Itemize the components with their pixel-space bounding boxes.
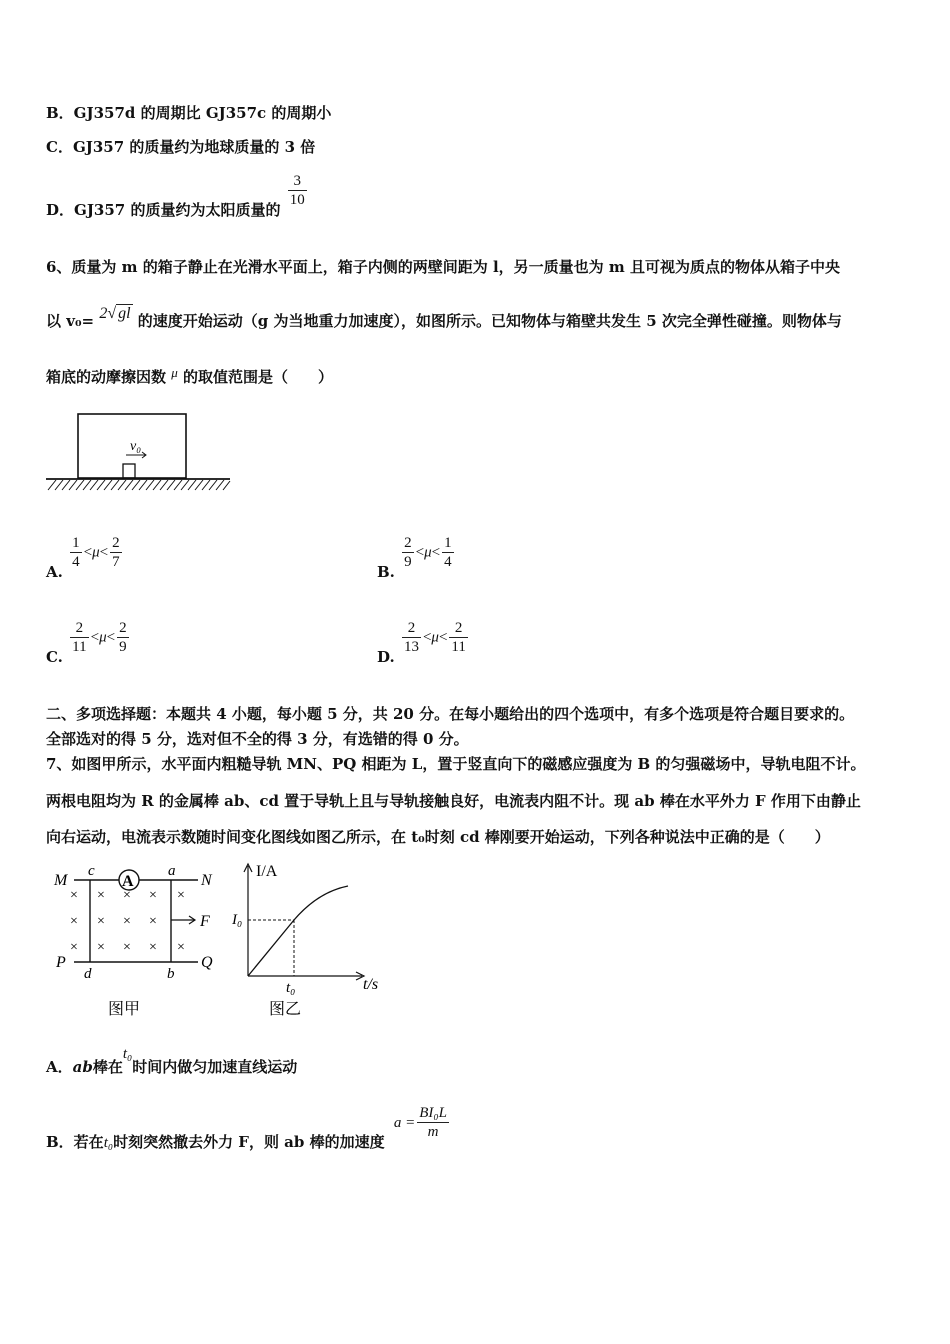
- q6-stem-line2: [46, 305, 842, 331]
- current-time-graph: [228, 858, 398, 1028]
- svg-text:×: ×: [149, 888, 157, 903]
- svg-text:×: ×: [97, 914, 105, 929]
- rail-circuit-figure: [50, 858, 230, 1028]
- q5-option-d: [46, 172, 309, 219]
- svg-text:b: b: [167, 966, 175, 982]
- figure-caption-yi: 图乙: [269, 1001, 302, 1018]
- svg-text:×: ×: [149, 940, 157, 955]
- svg-text:I/A: I/A: [256, 863, 278, 880]
- svg-text:×: ×: [70, 940, 78, 955]
- svg-text:t₀: t₀: [286, 980, 296, 996]
- svg-text:×: ×: [70, 888, 78, 903]
- section2-header-line2: 全部选对的得 5 分，选对但不全的得 3 分，有选错的得 0 分。: [46, 730, 469, 748]
- box-on-ground-figure: [44, 410, 234, 494]
- q7-option-a: A．ab棒在t₀时间内做匀加速直线运动: [46, 1046, 298, 1076]
- svg-text:P: P: [56, 954, 66, 971]
- mu-symbol: μ: [171, 365, 178, 380]
- svg-text:×: ×: [177, 940, 185, 955]
- q5-option-b: B．GJ357d 的周期比 GJ357c 的周期小: [46, 104, 332, 122]
- svg-text:Q: Q: [201, 954, 213, 971]
- svg-text:M: M: [54, 872, 68, 889]
- figure-caption-jia: 图甲: [108, 1001, 141, 1018]
- svg-text:I₀: I₀: [232, 912, 243, 928]
- svg-text:a: a: [168, 863, 176, 879]
- ground-hatching: [48, 480, 230, 490]
- q6-option-a: A. $\frac{1}{4}$ <μ< $\frac{2}{7}$: [46, 535, 120, 581]
- small-block: [123, 464, 135, 478]
- q5-option-d-text: D．GJ357 的质量约为太阳质量的: [46, 200, 281, 219]
- q6-v0-label: 以 v₀=: [46, 312, 95, 330]
- svg-text:t/s: t/s: [363, 976, 379, 993]
- svg-text:×: ×: [123, 888, 131, 903]
- q6-stem-line3: 箱底的动摩擦因数 μ 的取值范围是（ ）: [46, 365, 334, 386]
- svg-text:N: N: [201, 872, 212, 889]
- svg-text:×: ×: [70, 914, 78, 929]
- svg-text:×: ×: [97, 940, 105, 955]
- svg-text:d: d: [84, 966, 92, 982]
- q5-option-d-fraction: $\frac{3}{10}$: [289, 173, 305, 208]
- svg-text:F: F: [200, 913, 210, 930]
- svg-text:×: ×: [149, 914, 157, 929]
- magnetic-field-crosses: [70, 888, 185, 955]
- q7-option-b: B．若在t₀时刻突然撤去外力 F，则 ab 棒的加速度 a = $\frac{\text{BI₀L}}{m}$: [46, 1105, 447, 1151]
- q7-stem-line3: 向右运动，电流表示数随时间变化图线如图乙所示，在 t₀时刻 cd 棒刚要开始运动，下列各种说法中正确的是（ ）: [46, 828, 830, 846]
- svg-text:×: ×: [123, 914, 131, 929]
- section2-header-line1: 二、多项选择题：本题共 4 小题，每小题 5 分，共 20 分。在每小题给出的四个选项中，有多个选项是符合题目要求的。: [46, 705, 855, 723]
- svg-text:A: A: [122, 873, 134, 890]
- svg-text:c: c: [88, 863, 95, 879]
- q7-stem-line1: 7、如图甲所示，水平面内粗糙导轨 MN、PQ 相距为 L，置于竖直向下的磁感应强度为 B 的匀强磁场中，导轨电阻不计。: [46, 755, 866, 773]
- svg-text:×: ×: [177, 888, 185, 903]
- sqrt-expression: 2√ gl: [99, 305, 131, 322]
- svg-text:×: ×: [97, 888, 105, 903]
- q6-option-b: B. $\frac{2}{9}$ <μ< $\frac{1}{4}$: [377, 535, 452, 581]
- q6-stem-line1: 6、质量为 m 的箱子静止在光滑水平面上，箱子内侧的两壁间距为 l，另一质量也为 m 且可视为质点的物体从箱子中央: [46, 258, 840, 276]
- q6-line2-rest: 的速度开始运动（g 为当地重力加速度），如图所示。已知物体与箱壁共发生 5 次完全弹性碰撞。则物体与: [137, 312, 842, 330]
- current-curve: [248, 886, 348, 976]
- q6-option-d: D. $\frac{2}{13}$ <μ< $\frac{2}{11}$: [377, 620, 466, 666]
- q5-option-c: C．GJ357 的质量约为地球质量的 3 倍: [46, 138, 316, 156]
- svg-text:×: ×: [123, 940, 131, 955]
- q6-option-c: C. $\frac{2}{11}$ <μ< $\frac{2}{9}$: [46, 620, 127, 666]
- v0-label: v₀: [130, 439, 142, 454]
- q7-stem-line2: 两根电阻均为 R 的金属棒 ab、cd 置于导轨上且与导轨接触良好，电流表内阻不计。现 ab 棒在水平外力 F 作用下由静止: [46, 792, 861, 810]
